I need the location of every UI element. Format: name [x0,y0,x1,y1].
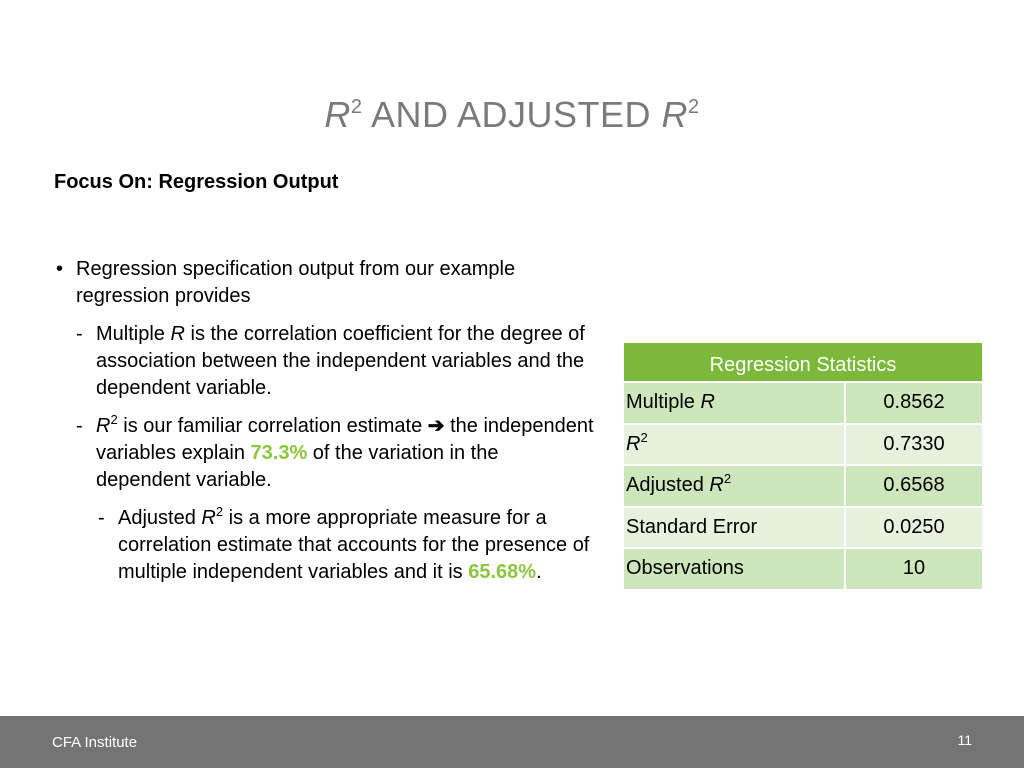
row-label: Adjusted $R^2$ [623,465,845,507]
table-row [623,465,983,507]
regression-statistics-table [622,341,984,591]
row-value: 0.7330 [845,424,983,466]
dash-marker: - [76,323,83,345]
table-header: Regression Statistics [623,342,983,382]
slide-footer [0,716,1024,768]
page-number: 11 [957,732,972,748]
bullet-text: Regression specification output from our example regression provides [76,258,516,307]
row-value: 0.8562 [845,382,983,424]
row-label: Multiple R [623,382,845,424]
table-row [623,382,983,424]
sub-sub-bullet-adjusted-r-squared: - Adjusted $R^2$ is a more appropriate measure for a correlation estimate that accounts for the presence of multiple independent variables and it is 65.68%. [98,504,590,583]
highlight-value: 65.68% [468,561,537,583]
slide-subtitle: Focus On: Regression Output [54,171,339,193]
bullet-marker: • [56,258,64,280]
table-row [623,507,983,549]
row-value: 0.6568 [845,465,983,507]
sub-bullet-r-squared: - $R^2$ is our familiar correlation estimate ➔ the independent variables explain 73.3% of the variation in the dependent variable. [76,412,594,491]
highlight-value: 73.3% [250,442,308,464]
row-value: 10 [845,548,983,590]
slide-title: $R^2$ AND ADJUSTED $R^2$ [324,94,700,135]
slide-body [56,256,596,586]
dash-marker: - [76,415,83,437]
row-label: Standard Error [623,507,845,549]
row-label: $R^2$ [623,424,845,466]
table-row [623,424,983,466]
bullet-item [56,256,596,310]
table-row [623,548,983,590]
dash-marker: - [98,507,105,529]
brand-logo-text: CFA Institute [52,734,138,751]
row-value: 0.0250 [845,507,983,549]
row-label: Observations [623,548,845,590]
sub-bullet-multiple-r: - Multiple R is the correlation coefficient for the degree of association between the independent variables and the dependent variable. [76,323,585,399]
arrow-right-icon: ➔ [427,415,445,437]
